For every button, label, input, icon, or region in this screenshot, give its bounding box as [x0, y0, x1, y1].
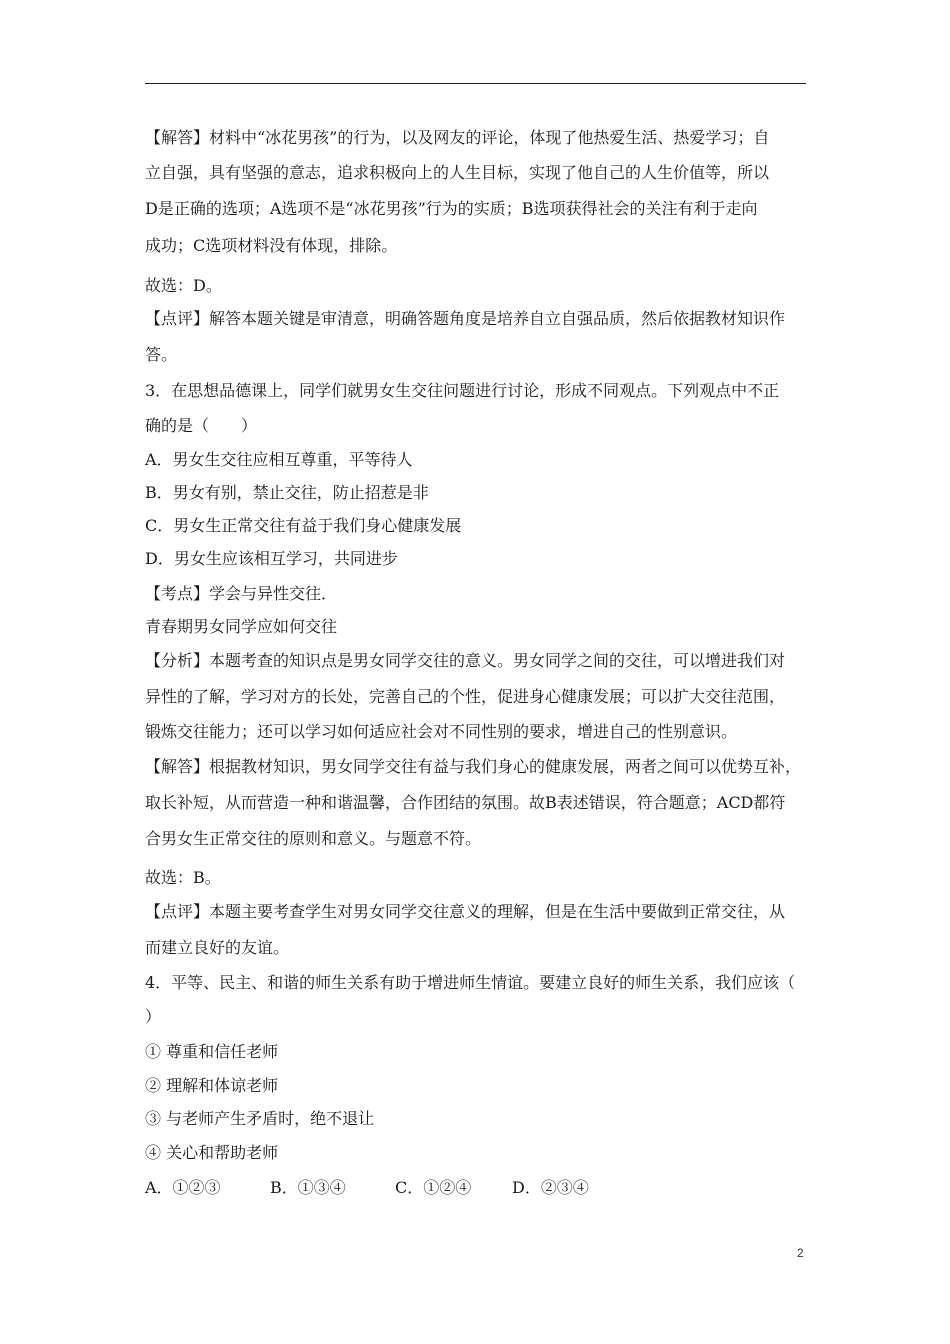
option-line: C．男女生正常交往有益于我们身心健康发展	[145, 516, 462, 535]
text-line: 锻炼交往能力；还可以学习如何适应社会对不同性别的要求，增进自己的性别意识。	[145, 722, 738, 741]
text-line: D是正确的选项；A选项不是“冰花男孩”行为的实质；B选项获得社会的关注有利于走向	[145, 199, 758, 218]
topic-line: 【考点】学会与异性交往．	[145, 584, 338, 603]
choice-item: ③ 与老师产生矛盾时，绝不退让	[145, 1109, 375, 1128]
answer-options	[145, 1178, 589, 1198]
text-line: 而建立良好的友谊。	[145, 938, 290, 957]
analysis-line: 【分析】本题考查的知识点是男女同学交往的意义。男女同学之间的交往，可以增进我们对	[145, 651, 786, 670]
text-line: 取长补短，从而营造一种和谐温馨，合作团结的氛围。故B表述错误，符合题意；ACD都符	[145, 793, 786, 812]
question-line: 3．在思想品德课上，同学们就男女生交往问题进行讨论，形成不同观点。下列观点中不正	[145, 381, 780, 400]
answer-line: 故选：B。	[145, 868, 221, 887]
option-line: B．男女有别，禁止交往，防止招惹是非	[145, 483, 429, 502]
option-d: D．②③④	[512, 1178, 589, 1197]
text-line: 答。	[145, 345, 178, 364]
topic-line: 青春期男女同学应如何交往	[145, 617, 338, 636]
choice-item: ④ 关心和帮助老师	[145, 1143, 279, 1162]
page-number: 2	[797, 1246, 804, 1260]
option-b: B．①③④	[270, 1178, 346, 1197]
choice-item: ② 理解和体谅老师	[145, 1076, 279, 1095]
text-line: 合男女生正常交往的原则和意义。与题意不符。	[145, 829, 482, 848]
text-line: 成功；C选项材料没有体现，排除。	[145, 236, 398, 255]
comment-line: 【点评】解答本题关键是审清意，明确答题角度是培养自立自强品质，然后依据教材知识作	[145, 309, 786, 328]
text-line: 立自强，具有坚强的意志，追求积极向上的人生目标，实现了他自己的人生价值等，所以	[145, 163, 770, 182]
question-line: 确的是（ ）	[145, 416, 258, 435]
choice-item: ① 尊重和信任老师	[145, 1042, 279, 1061]
option-line: A．男女生交往应相互尊重，平等待人	[145, 450, 413, 469]
text-line: 【解答】材料中“冰花男孩”的行为，以及网友的评论，体现了他热爱生活、热爱学习；自	[145, 128, 770, 147]
option-line: D．男女生应该相互学习，共同进步	[145, 549, 398, 568]
answer-line: 【解答】根据教材知识，男女同学交往有益与我们身心的健康发展，两者之间可以优势互补，	[145, 757, 802, 776]
header-rule	[145, 83, 806, 84]
question-line: ）	[145, 1007, 162, 1026]
question-line: 4．平等、民主、和谐的师生关系有助于增进师生情谊。要建立良好的师生关系，我们应该（	[145, 973, 796, 992]
answer-line: 故选：D。	[145, 276, 222, 295]
option-c: C．①②④	[395, 1178, 472, 1197]
comment-line: 【点评】本题主要考查学生对男女同学交往意义的理解，但是在生活中要做到正常交往，从	[145, 902, 786, 921]
option-a: A．①②③	[145, 1178, 221, 1197]
text-line: 异性的了解，学习对方的长处，完善自己的个性，促进身心健康发展；可以扩大交往范围，	[145, 687, 786, 706]
